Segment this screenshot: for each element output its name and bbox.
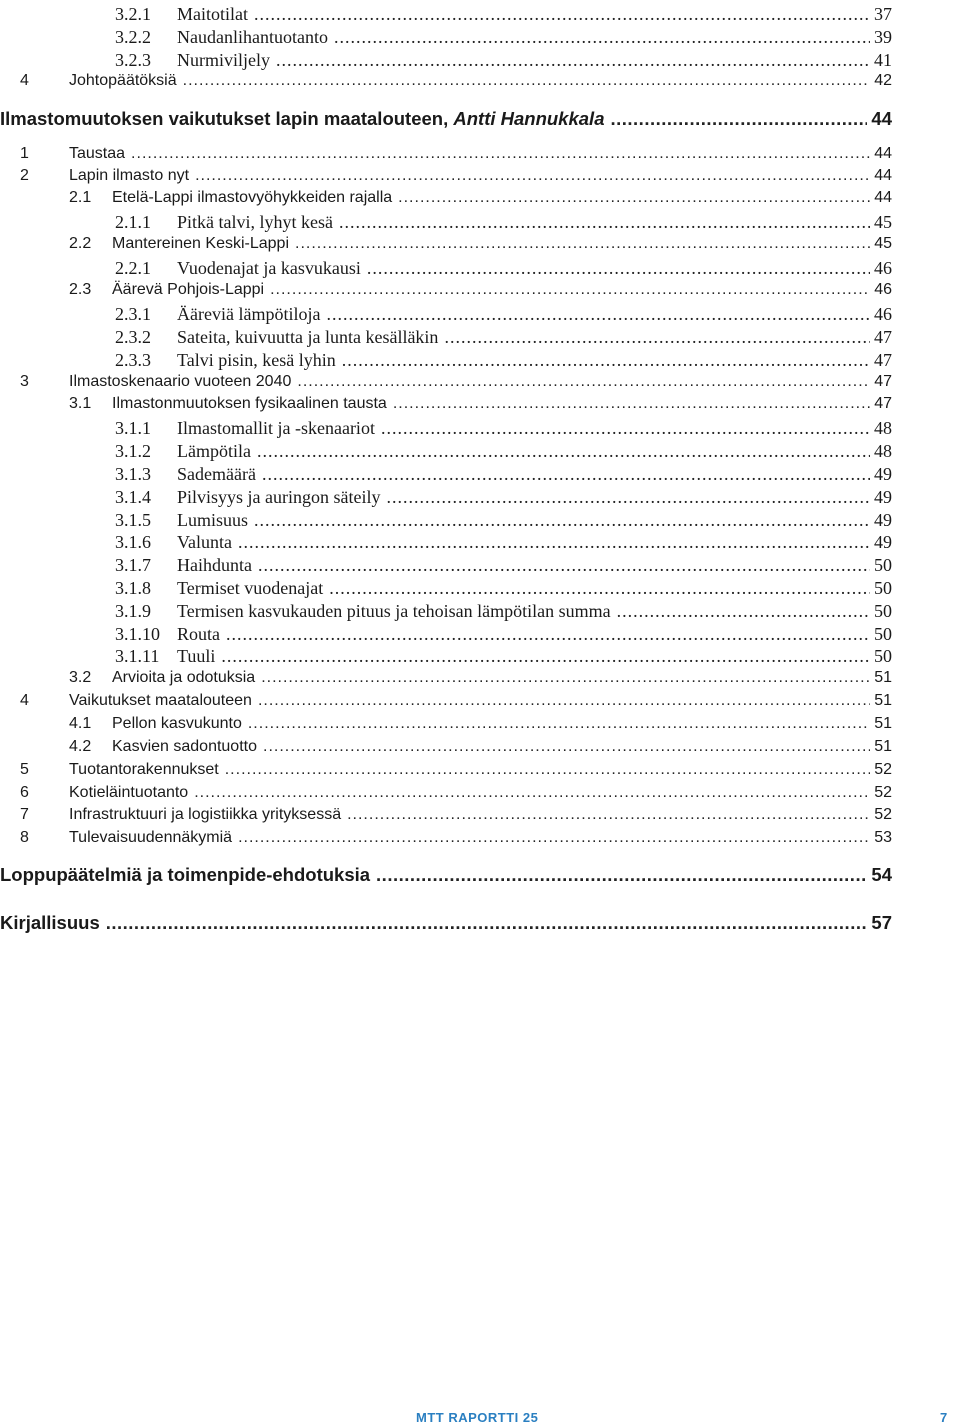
toc-entry-page: 44 (874, 145, 892, 162)
toc-entry-page: 51 (874, 669, 892, 686)
toc-entry-page: 52 (874, 761, 892, 778)
toc-entry-title (177, 555, 252, 576)
toc-entry (0, 281, 892, 303)
toc-dot-leader (398, 189, 870, 207)
toc-entry-page: 47 (874, 373, 892, 390)
toc-entry-title (69, 145, 125, 163)
toc-entry-title-text: Termiset vuodenajat (177, 578, 324, 598)
toc-entry-number: 8 (20, 829, 29, 846)
toc-entry-page: 50 (874, 624, 892, 644)
toc-entry (0, 4, 892, 26)
toc-entry (0, 578, 892, 600)
toc-entry (0, 646, 892, 668)
toc-entry-number: 4.2 (69, 738, 92, 755)
toc-entry-number: 3.1.11 (115, 646, 160, 666)
toc-entry-title-text: Tuuli (177, 646, 216, 666)
toc-entry-title-text: Loppupäätelmiä ja toimenpide-ehdotuksia (0, 864, 371, 885)
toc-dot-leader (376, 864, 867, 886)
toc-entry-title (112, 281, 264, 299)
toc-dot-leader (106, 912, 868, 934)
toc-entry-number: 3.2.3 (115, 50, 151, 70)
toc-entry (0, 167, 892, 189)
toc-entry-title-text: Ilmastomuutoksen vaikutukset lapin maatalouteen, (0, 108, 454, 129)
toc-entry-number: 6 (20, 784, 29, 801)
toc-entry (0, 912, 892, 934)
toc-dot-leader (393, 395, 870, 413)
toc-dot-leader (270, 281, 870, 299)
toc-entry-number: 7 (20, 806, 29, 823)
toc-dot-leader (238, 532, 870, 553)
toc-entry-number: 3 (20, 373, 29, 390)
toc-entry-page: 44 (874, 167, 892, 184)
toc-entry-title-text: Ääreviä lämpötiloja (177, 304, 321, 324)
toc-entry-title (177, 212, 333, 233)
toc-dot-leader (367, 258, 870, 279)
toc-entry-page: 50 (874, 578, 892, 598)
toc-entry-number: 2.3.1 (115, 304, 151, 324)
toc-entry-title-text: Ilmastomallit ja -skenaariot (177, 418, 375, 438)
toc-entry (0, 258, 892, 280)
toc-entry-page: 37 (874, 4, 892, 24)
toc-entry-page: 41 (874, 50, 892, 70)
toc-entry-title-text: Tuotantorakennukset (69, 761, 219, 778)
toc-dot-leader (326, 304, 870, 325)
toc-entry (0, 327, 892, 349)
toc-entry-number: 5 (20, 761, 29, 778)
toc-dot-leader (238, 829, 870, 847)
toc-entry-title (112, 189, 392, 207)
toc-entry-page: 50 (874, 555, 892, 575)
toc-entry-title (0, 108, 604, 130)
toc-entry-title (177, 601, 611, 622)
toc-entry (0, 418, 892, 440)
toc-entry-page: 54 (871, 864, 892, 885)
toc-entry-page: 46 (874, 258, 892, 278)
toc-dot-leader (257, 441, 870, 462)
toc-dot-leader (334, 27, 870, 48)
toc-entry-page: 49 (874, 487, 892, 507)
toc-entry (0, 304, 892, 326)
toc-entry-page: 39 (874, 27, 892, 47)
toc-entry-title-text: Ilmastonmuutoksen fysikaalinen tausta (112, 395, 387, 412)
toc-entry-page: 44 (871, 108, 892, 129)
toc-dot-leader (276, 50, 870, 71)
toc-entry-title (112, 669, 255, 687)
toc-dot-leader (329, 578, 870, 599)
toc-entry-page: 45 (874, 212, 892, 232)
toc-dot-leader (183, 72, 871, 90)
toc-entry-number: 3.2.2 (115, 27, 151, 47)
toc-dot-leader (381, 418, 870, 439)
toc-entry-number: 2.3.3 (115, 350, 151, 370)
toc-entry-number: 3.1.5 (115, 510, 151, 530)
toc-entry (0, 761, 892, 783)
toc-entry-title-text: Infrastruktuuri ja logistiikka yrityksessä (69, 806, 342, 823)
toc-dot-leader (617, 601, 870, 622)
toc-entry-page: 50 (874, 646, 892, 666)
toc-dot-leader (444, 327, 870, 348)
toc-dot-leader (254, 510, 870, 531)
toc-entry-title-text: Kirjallisuus (0, 912, 100, 933)
toc-entry-title-text: Arvioita ja odotuksia (112, 669, 256, 686)
toc-entry-number: 2 (20, 167, 29, 184)
toc-dot-leader (226, 624, 870, 645)
toc-entry (0, 350, 892, 372)
toc-entry-number: 3.1.3 (115, 464, 151, 484)
toc-dot-leader (254, 4, 870, 25)
toc-entry-title (69, 761, 219, 779)
toc-entry-title-text: Termisen kasvukauden pituus ja tehoisan lämpötilan summa (177, 601, 611, 621)
toc-entry-title (0, 864, 370, 886)
toc-entry-page: 49 (874, 532, 892, 552)
toc-entry-page: 57 (871, 912, 892, 933)
toc-dot-leader (342, 350, 870, 371)
toc-entry-page: 48 (874, 441, 892, 461)
toc-dot-leader (347, 806, 870, 824)
toc-dot-leader (195, 167, 870, 185)
toc-entry (0, 212, 892, 234)
toc-entry-title (69, 167, 189, 185)
toc-entry (0, 601, 892, 623)
toc-entry-number: 2.2.1 (115, 258, 151, 278)
toc-entry-title (177, 441, 251, 462)
toc-entry-page: 44 (874, 189, 892, 206)
toc-entry (0, 395, 892, 417)
toc-entry-number: 2.1 (69, 189, 92, 206)
toc-entry (0, 806, 892, 828)
toc-entry (0, 669, 892, 691)
toc-entry-author: Antti Hannukkala (453, 108, 605, 129)
toc-entry-number: 3.1.2 (115, 441, 151, 461)
toc-entry-title (69, 692, 252, 710)
toc-entry-number: 3.2 (69, 669, 92, 686)
toc-entry (0, 624, 892, 646)
toc-entry-page: 42 (874, 72, 892, 89)
toc-entry-number: 2.2 (69, 235, 92, 252)
toc-entry (0, 72, 892, 94)
toc-dot-leader (610, 108, 867, 130)
toc-entry-title (177, 327, 438, 348)
toc-entry-title-text: Haihdunta (177, 555, 252, 575)
toc-entry-title (112, 235, 289, 253)
toc-entry-title (177, 50, 270, 71)
toc-entry (0, 532, 892, 554)
toc-entry-page: 45 (874, 235, 892, 252)
toc-entry-title-text: Etelä-Lappi ilmastovyöhykkeiden rajalla (112, 189, 393, 206)
toc-entry-title-text: Talvi pisin, kesä lyhin (177, 350, 336, 370)
toc-entry-page: 53 (874, 829, 892, 846)
toc-entry-page: 46 (874, 281, 892, 298)
toc-entry-title-text: Ilmastoskenaario vuoteen 2040 (69, 373, 292, 390)
toc-entry-page: 49 (874, 510, 892, 530)
toc-entry-number: 3.1.1 (115, 418, 151, 438)
toc-entry-number: 3.1.9 (115, 601, 151, 621)
toc-entry-title-text: Tulevaisuudennäkymiä (69, 829, 233, 846)
toc-entry-page: 51 (874, 692, 892, 709)
toc-entry-title-text: Nurmiviljely (177, 50, 270, 70)
toc-entry-title-text: Kasvien sadontuotto (112, 738, 257, 755)
toc-entry-title-text: Pilvisyys ja auringon säteily (177, 487, 381, 507)
toc-entry (0, 145, 892, 167)
toc-dot-leader (258, 692, 870, 710)
page-footer (0, 1410, 960, 1428)
toc-entry (0, 784, 892, 806)
toc-entry-number: 2.3.2 (115, 327, 151, 347)
toc-entry (0, 464, 892, 486)
toc-dot-leader (263, 738, 870, 756)
toc-entry-title (177, 258, 361, 279)
toc-entry-title (177, 646, 215, 667)
toc-entry-title-text: Naudanlihantuotanto (177, 27, 328, 47)
toc-entry-title-text: Maitotilat (177, 4, 248, 24)
toc-entry-title (69, 806, 341, 824)
toc-entry-title (177, 510, 248, 531)
toc-entry-page: 47 (874, 395, 892, 412)
toc-entry-title (177, 304, 320, 325)
toc-entry-title (177, 624, 220, 645)
toc-entry (0, 27, 892, 49)
toc-entry-title-text: Lumisuus (177, 510, 249, 530)
toc-entry-title-text: Lämpötila (177, 441, 251, 461)
toc-entry-title (0, 912, 100, 934)
toc-entry-title (177, 487, 380, 508)
toc-entry-number: 4 (20, 692, 29, 709)
toc-dot-leader (295, 235, 870, 253)
toc-entry-number: 1 (20, 145, 29, 162)
toc-entry-title (177, 27, 328, 48)
toc-entry (0, 738, 892, 760)
toc-dot-leader (262, 464, 870, 485)
toc-dot-leader (194, 784, 870, 802)
toc-entry-title (177, 4, 248, 25)
toc-entry-title (177, 578, 323, 599)
toc-entry-title-text: Vuodenajat ja kasvukausi (177, 258, 361, 278)
footer-page-number: 7 (940, 1410, 948, 1425)
toc-entry (0, 692, 892, 714)
toc-entry (0, 50, 892, 72)
toc-entry-title (177, 418, 375, 439)
toc-entry-number: 3.1.10 (115, 624, 160, 644)
toc-entry-number: 3.2.1 (115, 4, 151, 24)
toc-dot-leader (261, 669, 870, 687)
toc-entry-title-text: Lapin ilmasto nyt (69, 167, 190, 184)
toc-entry-title (112, 715, 242, 733)
toc-dot-leader (225, 761, 870, 779)
toc-entry (0, 487, 892, 509)
toc-entry-title-text: Valunta (177, 532, 232, 552)
toc-dot-leader (386, 487, 870, 508)
toc-dot-leader (131, 145, 870, 163)
toc-entry-title-text: Sateita, kuivuutta ja lunta kesälläkin (177, 327, 439, 347)
toc-entry (0, 864, 892, 886)
toc-entry (0, 441, 892, 463)
toc-entry-title (112, 738, 257, 756)
toc-entry (0, 373, 892, 395)
toc-entry-page: 46 (874, 304, 892, 324)
toc-entry-title-text: Johtopäätöksiä (69, 72, 177, 89)
toc-entry-number: 3.1.7 (115, 555, 151, 575)
toc-entry-number: 4 (20, 72, 29, 89)
toc-entry-page: 51 (874, 715, 892, 732)
toc-dot-leader (297, 373, 870, 391)
toc-entry-title (69, 373, 291, 391)
toc-entry-title-text: Vaikutukset maatalouteen (69, 692, 252, 709)
toc-entry-page: 51 (874, 738, 892, 755)
toc-entry-title-text: Mantereinen Keski-Lappi (112, 235, 289, 252)
toc-entry-page: 48 (874, 418, 892, 438)
toc-entry (0, 510, 892, 532)
toc-entry (0, 829, 892, 851)
toc-entry (0, 715, 892, 737)
toc-dot-leader (339, 212, 870, 233)
toc-entry (0, 108, 892, 130)
toc-entry-title-text: Äärevä Pohjois-Lappi (112, 281, 265, 298)
toc-entry-title-text: Sademäärä (177, 464, 256, 484)
toc-entry-title-text: Pitkä talvi, lyhyt kesä (177, 212, 333, 232)
toc-entry-page: 47 (874, 350, 892, 370)
toc-entry-number: 4.1 (69, 715, 92, 732)
toc-entry-title (69, 829, 232, 847)
toc-entry-title (69, 72, 177, 90)
footer-series-label: MTT RAPORTTI 25 (416, 1410, 539, 1425)
toc-entry-number: 3.1.8 (115, 578, 151, 598)
toc-entry-title-text: Taustaa (69, 145, 126, 162)
toc-entry-page: 50 (874, 601, 892, 621)
toc-entry-title-text: Pellon kasvukunto (112, 715, 242, 732)
toc-entry-title-text: Kotieläintuotanto (69, 784, 189, 801)
toc-entry (0, 189, 892, 211)
toc-entry-number: 2.3 (69, 281, 92, 298)
toc-entry-title (69, 784, 188, 802)
toc-dot-leader (221, 646, 870, 667)
toc-entry-number: 3.1 (69, 395, 92, 412)
toc-entry (0, 235, 892, 257)
toc-entry-page: 49 (874, 464, 892, 484)
toc-entry-page: 52 (874, 806, 892, 823)
toc-entry-number: 3.1.6 (115, 532, 151, 552)
toc-entry-page: 52 (874, 784, 892, 801)
toc-entry-page: 47 (874, 327, 892, 347)
toc-entry-title (177, 464, 256, 485)
toc-entry-title-text: Routa (177, 624, 220, 644)
toc-dot-leader (248, 715, 870, 733)
toc-entry (0, 555, 892, 577)
toc-entry-title (177, 532, 232, 553)
toc-dot-leader (258, 555, 870, 576)
toc-entry-title (112, 395, 387, 413)
toc-entry-number: 2.1.1 (115, 212, 151, 232)
toc-entry-title (177, 350, 336, 371)
toc-entry-number: 3.1.4 (115, 487, 151, 507)
